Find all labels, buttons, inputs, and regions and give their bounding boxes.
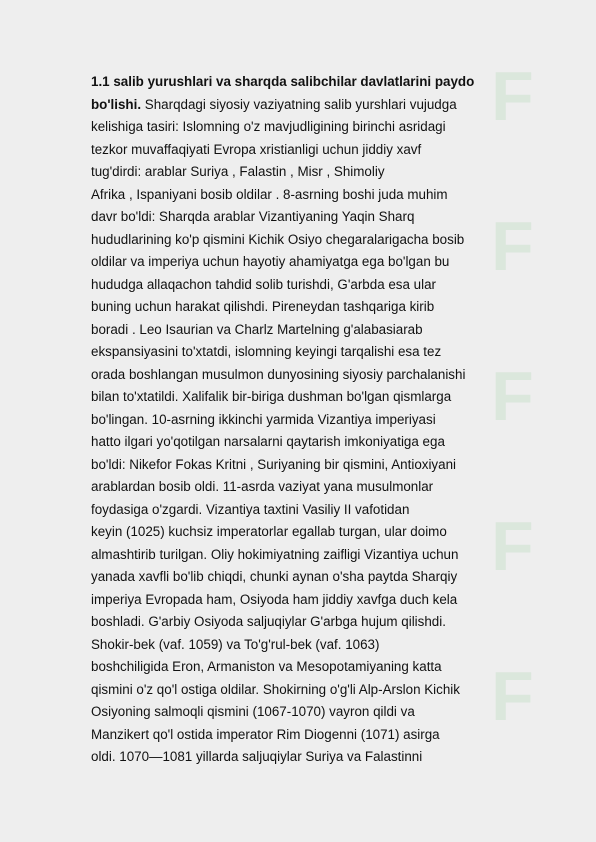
text-line: buning uchun harakat qilishdi. Pireneydan tashqariga kirib [91,299,435,314]
text-line: bo'ldi: Nikefor Fokas Kritni , Suriyaning bir qismini, Antioxiyani [91,456,456,472]
text-line: arablardan bosib oldi. 11-asrda vaziyat yana musulmonlar [91,479,434,494]
text-line: keyin (1025) kuchsiz imperatorlar egallab turgan, ular doimo [91,524,447,539]
text-line: qismini o'z qo'l ostiga oldilar. Shokirning o'g'li Alp-Arslon Kichik [91,681,460,697]
text-line: ekspansiyasini to'xtatdi, islomning keyingi tarqalishi esa tez [91,344,442,359]
text-line: hududlarining ko'p qismini Kichik Osiyo chegaralarigacha bosib [91,231,465,247]
text-line: boshladi. G'arbiy Osiyoda saljuqiylar G'arbga hujum qilishdi. [91,614,446,629]
text-line: Manzikert qo'l ostida imperator Rim Diogenni (1071) asirga [91,726,440,742]
body-paragraph [91,116,505,769]
svg-text:F: F [491,57,534,135]
text-line: foydasiga o'zgardi. Vizantiya taxtini Vasiliy II vafotidan [91,501,410,517]
text-line: oldilar va imperiya uchun hayotiy ahamiyatga ega bo'lgan bu [91,254,450,269]
text-line: orada boshlangan musulmon dunyosining siyosiy parchalanishi [91,366,466,382]
text-line: bo'lingan. 10-asrning ikkinchi yarmida Vizantiya imperiyasi [91,411,436,427]
text-line: yanada xavfli bo'lib chiqdi, chunki aynan o'sha paytda Sharqiy [91,569,458,584]
text-line: hududga allaqachon tahdid solib turishdi, G'arbda esa ular [91,276,436,292]
section-heading: 1.1 salib yurushlari va sharqda salibchilar davlatlarini paydo bo'lishi. [91,74,475,112]
text-line: hatto ilgari yo'qotilgan narsalarni qaytarish imkoniyatiga ega [91,434,445,449]
text-line: oldi. 1070—1081 yillarda saljuqiylar Suriya va Falastinni [91,749,423,764]
document-body [91,71,505,769]
svg-text:F: F [491,357,534,435]
svg-text:F: F [491,207,534,285]
text-line: Shokir-bek (vaf. 1059) va To'g'rul-bek (vaf. 1063) [91,636,380,652]
text-line: boradi . Leo Isaurian va Charlz Martelning g'alabasiarab [91,321,423,337]
svg-text:F: F [491,657,534,735]
text-line: Sharqdagi siyosiy vaziyatning salib yurshlari vujudga [144,96,457,112]
text-line: bilan to'xtatildi. Xalifalik bir-biriga dushman bo'lgan qismlarga [91,389,452,404]
text-line: tezkor muvaffaqiyati Evropa xristianligi uchun jiddiy xavf [91,141,422,157]
svg-text:F: F [491,507,534,585]
text-line: davr bo'ldi: Sharqda arablar Vizantiyaning Yaqin Sharq [91,209,415,224]
text-line: tug'dirdi: arablar Suriya , Falastin , Misr , Shimoliy [91,164,385,179]
text-line: kelishiga tasiri: Islomning o'z mavjudligining birinchi asridagi [91,119,446,134]
text-line: Osiyoning salmoqli qismini (1067-1070) vayron qildi va [91,704,415,719]
text-line: boshchiligida Eron, Armaniston va Mesopotamiyaning katta [91,659,442,674]
text-line: imperiya Evropada ham, Osiyoda ham jiddiy xavfga duch kela [91,591,458,607]
text-line: Afrika , Ispaniyani bosib oldilar . 8-asrning boshi juda muhim [91,186,448,202]
text-line: almashtirib turilgan. Oliy hokimiyatning zaifligi Vizantiya uchun [91,546,459,562]
